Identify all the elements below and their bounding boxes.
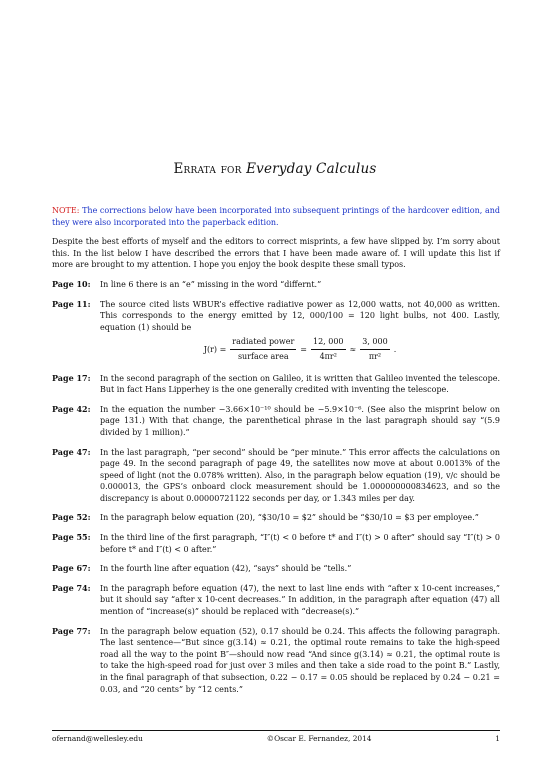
errata-entry	[52, 626, 500, 696]
errata-entry	[52, 373, 500, 396]
eq-fraction-2	[311, 336, 346, 362]
eq-period: .	[393, 344, 397, 354]
errata-entry	[52, 563, 500, 575]
errata-entry	[52, 299, 500, 365]
entry-text: In the paragraph before equation (47), the next to last line ends with “after x 10-cent increases,” but it should say “after x 10-cent decreases.” In addition, in the paragraph after equation (47) all mention of “increase(s)” should be replaced with “decrease(s).”	[100, 583, 500, 617]
errata-entry	[52, 583, 500, 618]
page-title	[0, 161, 550, 177]
note-text: The corrections below have been incorporated into subsequent printings of the hardcover edition, and they were also incorporated into the paperback edition.	[52, 206, 500, 227]
title-smallcaps: Errata for	[173, 161, 242, 177]
entry-text: In line 6 there is an “e” missing in the word “differnt.”	[100, 279, 322, 289]
note-paragraph	[52, 205, 500, 228]
page-footer	[52, 730, 500, 743]
entry-page: Page 55:	[52, 532, 91, 543]
entry-page: Page 47:	[52, 446, 91, 457]
errata-entry	[52, 512, 500, 524]
entry-text: In the second paragraph of the section on Galileo, it is written that Galileo invented the telescope. But in fact Hans Lipperhey is the one generally credited with inventing the telescope.	[100, 373, 500, 395]
eq-den-3: πr²	[368, 351, 382, 361]
note-label: NOTE:	[52, 206, 80, 215]
entry-page: Page 10:	[52, 278, 91, 289]
entry-page: Page 17:	[52, 372, 91, 383]
eq-num-2: 12, 000	[311, 336, 346, 350]
entry-page: Page 74:	[52, 582, 91, 593]
errata-entry	[52, 532, 500, 555]
entry-text: The source cited lists WBUR’s effective radiative power as 12,000 watts, not 40,000 as written. This corresponds to the energy emitted by 12, 000/100 = 120 light bulbs, not 400. Lastly, equation (1) should be	[100, 299, 500, 332]
eq-fraction-1	[230, 336, 296, 362]
errata-entry	[52, 404, 500, 439]
eq-den-1: surface area	[237, 351, 289, 361]
entry-text-block	[100, 299, 500, 365]
eq-num-3: 3, 000	[360, 336, 389, 350]
intro-paragraph: Despite the best efforts of myself and the editors to correct misprints, a few have slipped by. I’m sorry about this. In the list below I have described the errors that I have been made aware of. I will update this list if more are brought to my attention. I hope you enjoy the book despite these small typos.	[52, 237, 500, 270]
entry-page: Page 52:	[52, 512, 91, 523]
entry-page: Page 42:	[52, 403, 91, 414]
footer-page-number: 1	[495, 734, 500, 743]
errata-entry	[52, 279, 500, 291]
entry-text: In the fourth line after equation (42), “says” should be “tells.”	[100, 564, 352, 574]
entry-page: Page 77:	[52, 625, 91, 636]
eq-num-1: radiated power	[230, 336, 296, 350]
entry-text: In the paragraph below equation (20), “$30/10 = $2” should be “$30/10 = $3 per employee.”	[100, 513, 479, 523]
entry-text: In the last paragraph, “per second” should be “per minute.” This error affects the calculations on page 49. In the second paragraph of page 49, the satellites now move at about 0.0013% of the speed of light (not the 0.078% written). Also, in the paragraph below equation (19), v/c should be 0.000013, the GPS’s onboard clock measurement should be 1.000000000834623, and so the discrepancy is about 0.00000721122 seconds per day, or 1.343 miles per day.	[100, 447, 500, 503]
entry-page: Page 67:	[52, 563, 91, 574]
eq-approx: ≈	[349, 344, 357, 354]
entry-text: In the third line of the first paragraph, “I″(t) < 0 before t* and I″(t) > 0 after” should say “I″(t) > 0 before t* and I″(t) < 0 after.”	[100, 533, 500, 554]
entry-text: In the equation the number −3.66×10⁻¹⁰ should be −5.9×10⁻⁶. (See also the misprint below on page 131.) With that change, the parenthetical phrase in the last paragraph should say “(5.9 divided by 1 million).”	[100, 404, 500, 437]
footer-copyright: ©Oscar E. Fernandez, 2014	[266, 734, 372, 743]
entry-page: Page 11:	[52, 298, 91, 309]
errata-entry	[52, 447, 500, 505]
eq-fraction-3	[360, 336, 389, 362]
entry-text: In the paragraph below equation (52), 0.17 should be 0.24. This affects the following paragraph. The last sentence—“But since g(3.14) ≈ 0.21, the optimal route remains to take the high-speed road all the way to the point B″—should now read “And since g(3.14) ≈ 0.21, the optimal route is to take the high-speed road for just over 3 miles and then take a side road to the point B.” Lastly, in the final paragraph of that subsection, 0.22 − 0.17 = 0.05 should be replaced by 0.24 − 0.21 = 0.03, and “20 cents” by “12 cents.”	[100, 626, 500, 694]
eq-equals: =	[300, 344, 307, 354]
footer-email: ofernand@wellesley.edu	[52, 734, 143, 743]
eq-lhs: J(r) =	[203, 344, 227, 354]
equation-1	[100, 336, 500, 362]
document-body	[52, 205, 500, 703]
eq-den-2: 4πr²	[319, 351, 337, 361]
title-book-name: Everyday Calculus	[246, 161, 377, 177]
